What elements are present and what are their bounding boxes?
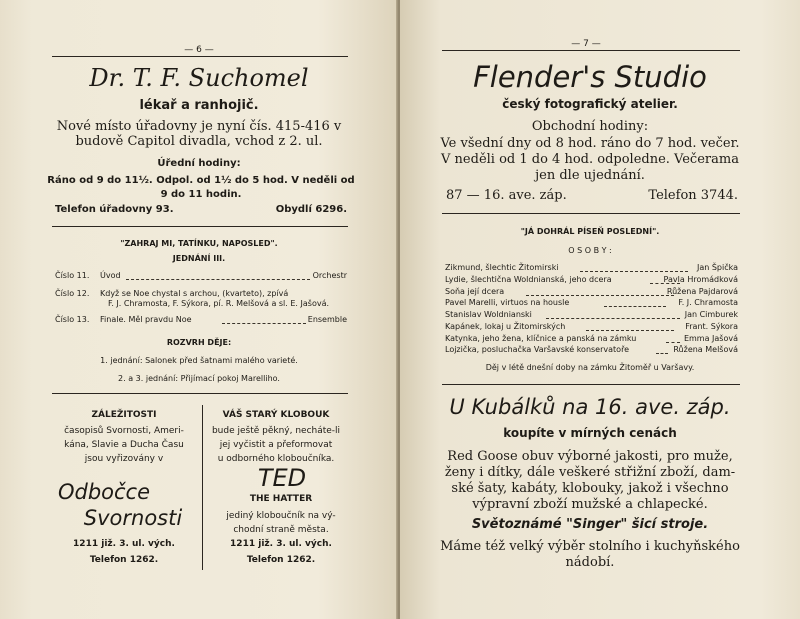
program-item-12-extra: F. J. Chramosta, F. Sýkora, pí. R. Melšová a sl. E. Jašová. [108,299,330,308]
ad-right-line-3: u odborného kloboučníka. [217,454,335,464]
scene-line-2: 2. a 3. jednání: Přijímací pokoj Marelliho. [118,374,280,383]
ad-right-line-2: jej vyčistit a přeformovat [219,440,333,450]
scene-line-1: 1. jednání: Salonek před šatnami malého varieté. [100,356,298,365]
page-left [0,0,398,619]
ad-right-address: 1211 již. 3. ul. vých. [230,539,332,549]
scenes-title: ROZVRH DĚJE: [166,338,232,347]
ad-right-brand-sub: THE HATTER [249,494,313,504]
cast-role-5: Stanislav Woldnianski [445,310,532,319]
phone-office: Telefon úřadovny 93. [55,204,174,215]
ad-right-line-1: bude ještě pěkný, necháte-li [211,426,341,436]
cast-role-6: Kapánek, lokaj u Žitomirských [445,322,566,331]
studio-address: 87 — 16. ave. záp. [446,188,567,203]
office-line-1: Nové místo úřadovny je nyní čís. 415-416 v [56,119,342,134]
program-item-11-num: Číslo 11. [55,271,90,280]
kubalek-line-a: Máme též velký výběr stolního i kuchyňského [440,539,740,554]
cast-leader-7 [666,342,680,343]
kubalek-subtitle: koupíte v mírných cenách [503,426,677,440]
cast-actor-6: Frant. Sýkora [685,322,738,331]
ad-right-line-4: jediný kloboučník na vý- [226,511,336,521]
cast-role-8: Lojzička, posluchačka Varšavské konservatoře [445,345,630,354]
ad-left-line-2: kána, Slavie a Ducha Času [64,440,184,450]
page-number-right: — 7 — [571,39,601,49]
ad-right-phone: Telefon 1262. [246,555,316,565]
cast-actor-1: Jan Špička [696,263,738,272]
studio-subtitle: český fotografický atelier. [502,97,678,111]
studio-name: Flender's Studio [473,60,707,94]
hours-line-1: Ráno od 9 do 11½. Odpol. od 1½ do 5 hod. V neděli od [47,175,355,186]
ad-left-line-1: časopisů Svornosti, Ameri- [64,426,184,436]
ad-right-brand: TED [257,464,307,492]
cast-leader-1 [580,271,688,272]
kubalek-singer: Světoznámé "Singer" šicí stroje. [471,517,709,532]
cast-setting: Děj v létě dnešní doby na zámku Žitoměř u Varšavy. [485,363,695,372]
header-rule-right [442,50,740,51]
studio-line-2: V neděli od 1 do 4 hod. odpoledne. Večerama [441,152,739,167]
hours-title: Úřední hodiny: [157,158,241,169]
rule-doctor [52,226,348,227]
cast-role-7: Katynka, jeho žena, klíčnice a panská na zámku [445,334,637,343]
ad-left-brand-2: Svornosti [83,506,183,530]
studio-line-3: jen dle ujednání. [535,168,645,183]
program-item-12-text: Když se Noe chystal s archou, (kvarteto), zpívá [100,289,289,298]
cast-role-4: Pavel Marelli, virtuos na housle [445,298,570,307]
cast-actor-2: Pavla Hromádková [663,275,738,284]
kubalek-line-2: ženy i dítky, dále veškeré střižní zboží, dam- [444,465,736,480]
rule-cast [442,384,740,385]
ad-right-line-5: chodní straně města. [233,525,329,535]
cast-subtitle: O S O B Y : [568,246,612,255]
ads-divider [202,405,203,570]
phone-home: Obydlí 6296. [275,204,347,215]
ad-right-title: VÁŠ STARÝ KLOBOUK [222,410,330,420]
cast-leader-8 [656,353,668,354]
studio-phone: Telefon 3744. [648,188,738,203]
cast-actor-7: Emma Jašová [683,334,738,343]
kubalek-line-3: ské šaty, kabáty, klobouky, jakož i všechno [451,481,729,496]
kubalek-line-1: Red Goose obuv výborné jakosti, pro muže, [447,449,733,464]
ad-left-brand-1: Odbočce [57,480,151,504]
office-line-2: budově Capitol divadla, vchod z 2. ul. [75,134,323,149]
cast-role-2: Lydie, šlechtična Woldnianská, jeho dcera [445,275,612,284]
cast-title: "JÁ DOHRÁL PÍSEŇ POSLEDNÍ". [520,227,660,236]
cast-role-3: Soňa její dcera [445,287,505,296]
program-item-13-num: Číslo 13. [55,315,90,324]
cast-leader-5 [546,318,680,319]
page-right [400,0,800,619]
studio-line-1: Ve všední dny od 8 hod. ráno do 7 hod. večer. [440,136,740,151]
doctor-name: Dr. T. F. Suchomel [89,64,309,92]
page-number-left: — 6 — [184,45,214,55]
program-item-13-performer: Ensemble [307,315,347,324]
cast-role-1: Zikmund, šlechtic Žitomirski [445,263,559,272]
program-item-13-leader [222,323,306,324]
program-item-11-performer: Orchestr [312,271,347,280]
rule-studio [442,213,740,214]
program-item-12-num: Číslo 12. [55,289,90,298]
kubalek-line-b: nádobí. [565,555,615,570]
program-item-13-text: Finale. Měl pravdu Noe [100,315,192,324]
program-item-11-text: Úvod [100,271,121,280]
cast-leader-6 [586,330,674,331]
kubalek-line-4: výpravní zboží mužské a chlapecké. [472,497,708,512]
cast-leader-4 [604,306,666,307]
cast-actor-8: Růžena Melšová [673,345,738,354]
cast-actor-5: Jan Cimburek [684,310,738,319]
ad-left-phone: Telefon 1262. [89,555,159,565]
header-rule-left [52,56,348,57]
program-act: JEDNÁNÍ III. [172,254,226,263]
doctor-profession: lékař a ranhojič. [139,98,259,113]
program-title: "ZAHRAJ MI, TATÍNKU, NAPOSLED". [120,239,278,248]
cast-actor-4: F. J. Chramosta [678,298,738,307]
ad-left-line-3: jsou vyřizovány v [84,454,164,464]
studio-hours-title: Obchodní hodiny: [531,119,649,134]
ad-left-title: ZÁLEŽITOSTI [91,410,157,420]
kubalek-title: U Kubálků na 16. ave. záp. [449,395,731,419]
rule-program [52,393,348,394]
cast-leader-3 [526,295,674,296]
hours-line-2: 9 do 11 hodin. [160,189,242,200]
ad-left-address: 1211 již. 3. ul. vých. [73,539,175,549]
cast-actor-3: Růžena Pajdarová [666,287,738,296]
program-item-11-leader [126,279,310,280]
